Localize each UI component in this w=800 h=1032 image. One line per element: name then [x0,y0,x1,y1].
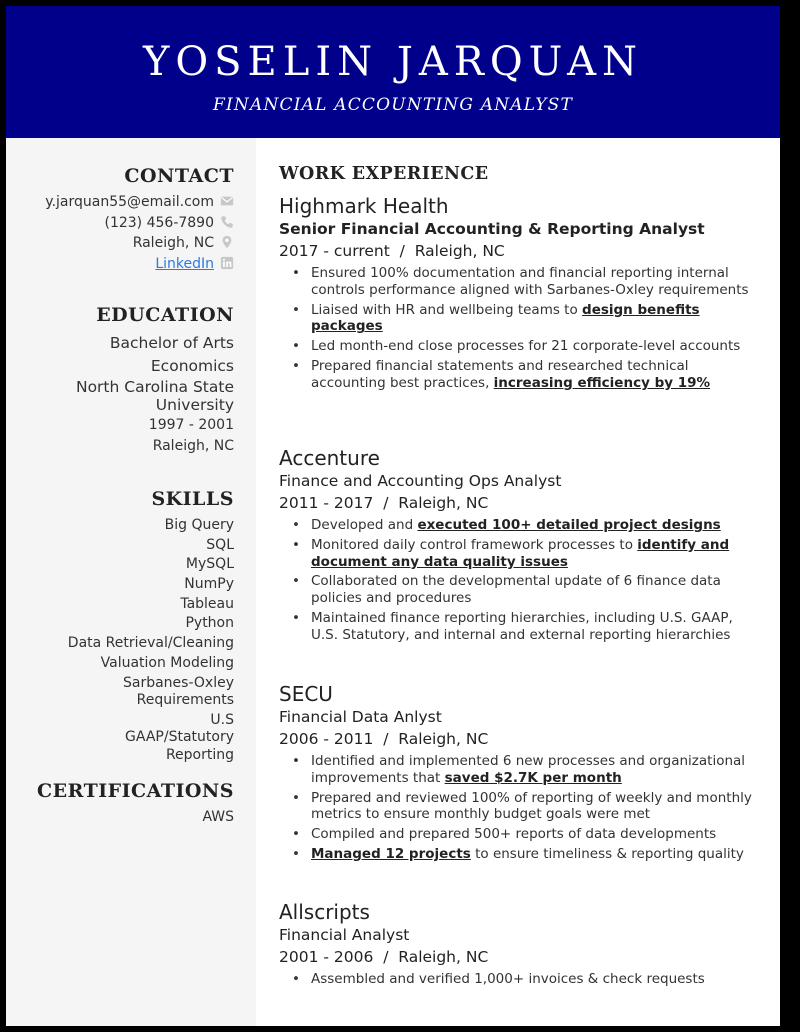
contact-linkedin [9,254,234,275]
linkedin-link[interactable]: LinkedIn [155,255,214,272]
location-text: Raleigh, NC [132,235,214,251]
contact-phone [9,213,234,234]
education-location: Raleigh, NC [152,438,234,454]
job-dates: 2017 - current / Raleigh, NC [279,242,505,260]
education-degree: Bachelor of Arts [109,334,234,352]
job-dates: 2011 - 2017 / Raleigh, NC [279,494,489,512]
education-heading: EDUCATION [96,304,234,326]
job-role: Financial Data Anlyst [279,708,442,726]
skill-item: Data Retrieval/Cleaning [67,635,234,652]
job-role: Senior Financial Accounting & Reporting Analyst [279,220,705,238]
job-entry [279,194,759,395]
contact-location [9,233,234,254]
skill-item: Valuation Modeling [100,654,234,671]
email-text[interactable]: y.jarquan55@email.com [45,194,214,210]
work-experience-heading: WORK EXPERIENCE [279,164,489,184]
contact-email [9,192,234,213]
skill-item: Sarbanes-Oxley Requirements [122,674,234,708]
education-years: 1997 - 2001 [148,417,234,433]
phone-icon [220,215,234,229]
bullet-item: • Ensured 100% documentation and financial reporting internal controls performance aligned with Sarbanes-Oxley requirements [311,265,759,299]
bullet-item: • Liaised with HR and wellbeing teams to design benefits packages [311,302,759,336]
skill-item: MySQL [185,556,234,573]
sidebar [6,138,256,1026]
job-entry [279,446,759,647]
job-title: FINANCIAL ACCOUNTING ANALYST [212,95,573,115]
bullet-item: • Managed 12 projects to ensure timeliness & reporting quality [311,846,759,863]
skill-item: SQL [206,536,234,553]
bullet-item: • Monitored daily control framework processes to identify and document any data quality issues [311,537,759,571]
skills-section [9,487,234,766]
job-role: Financial Analyst [279,926,410,944]
contact-heading: CONTACT [124,165,234,187]
certifications-heading: CERTIFICATIONS [37,780,234,802]
resume-page [6,6,780,1026]
envelope-icon [220,194,234,208]
company-name: SECU [279,682,333,706]
bullet-item: • Compiled and prepared 500+ reports of data developments [311,826,759,843]
skill-item: Big Query [164,517,234,533]
bullet-item: • Prepared financial statements and researched technical accounting best practices, increasing efficiency by 19% [311,358,759,392]
bullet-item: • Led month-end close processes for 21 corporate-level accounts [311,338,759,355]
company-name: Accenture [279,446,380,470]
education-school: North Carolina State University [75,378,234,414]
job-bullets [279,753,759,863]
job-bullets [279,971,759,988]
candidate-name: YOSELIN JARQUAN [142,39,644,85]
bullet-item: • Collaborated on the developmental update of 6 finance data policies and procedures [311,573,759,607]
bullet-item: • Identified and implemented 6 new processes and organizational improvements that saved $2.7K per month [311,753,759,787]
bullet-item: • Developed and executed 100+ detailed project designs [311,517,759,534]
company-name: Allscripts [279,900,370,924]
company-name: Highmark Health [279,194,449,218]
job-dates: 2001 - 2006 / Raleigh, NC [279,948,489,966]
skill-item: Tableau [180,595,234,612]
education-major: Economics [150,356,234,375]
job-entry [279,682,759,866]
skill-item: Python [185,615,234,632]
skills-heading: SKILLS [151,488,234,510]
contact-section [9,164,234,274]
job-entry [279,900,759,991]
skill-item: U.S GAAP/Statutory Reporting [125,711,234,763]
certifications-section [9,779,234,829]
skill-item: NumPy [184,576,234,593]
bullet-item: • Assembled and verified 1,000+ invoices & check requests [311,971,759,988]
bullet-item: • Prepared and reviewed 100% of reporting of weekly and monthly metrics to ensure monthly budget goals were met [311,790,759,824]
job-bullets [279,517,759,644]
resume-header [6,6,780,138]
certification-item: AWS [202,809,234,825]
linkedin-icon [220,256,234,270]
job-bullets [279,265,759,392]
bullet-item: • Maintained finance reporting hierarchies, including U.S. GAAP, U.S. Statutory, and internal and external reporting hierarchies [311,610,759,644]
phone-text[interactable]: (123) 456-7890 [104,214,214,231]
job-dates: 2006 - 2011 / Raleigh, NC [279,730,489,748]
location-pin-icon [220,235,234,249]
education-section [9,303,234,457]
job-role: Finance and Accounting Ops Analyst [279,472,562,490]
